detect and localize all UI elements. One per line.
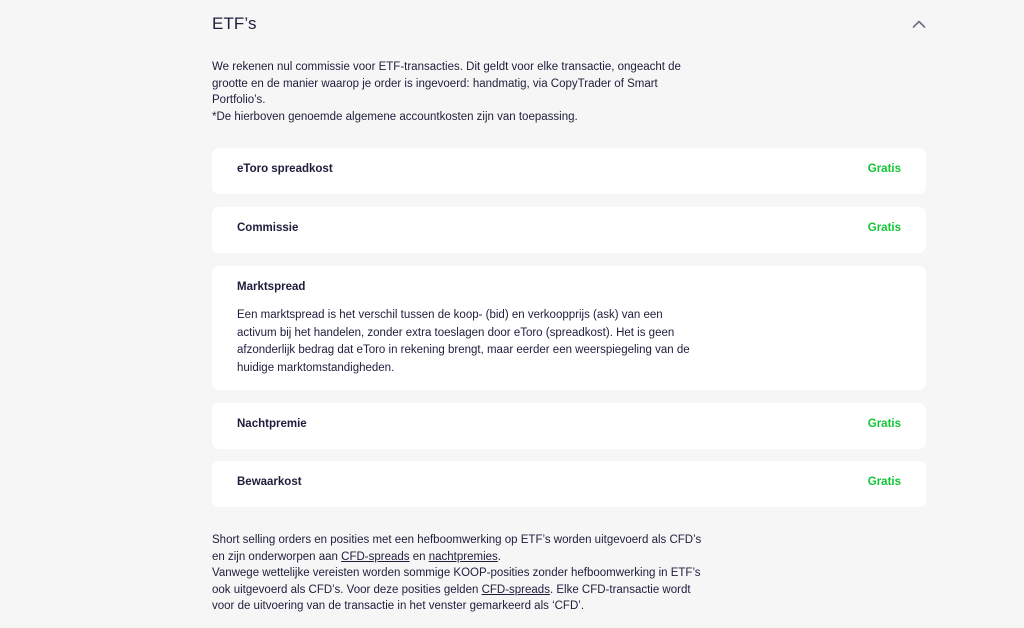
fee-description: Een marktspread is het verschil tussen de koop- (bid) en verkoopprijs (ask) van een activum bij het handelen, zonder extra toeslagen door eToro (spreadkost). Het is geen afzonderlijk bedrag dat eToro in rekening brengt, maar eerder een weerspiegeling van de huidige marktomstandigheden.: [237, 309, 690, 374]
section-intro: [212, 59, 702, 125]
intro-text: We rekenen nul commissie voor ETF-transacties. Dit geldt voor elke transactie, ongeacht de grootte en de manier waarop je order is ingevoerd: handmatig, via CopyTrader of Smart Portfolio’s.: [212, 61, 681, 106]
fee-value: Gratis: [867, 163, 901, 175]
fee-label: Nachtpremie: [237, 418, 307, 430]
section-header[interactable]: [212, 14, 926, 36]
intro-footnote: *De hierboven genoemde algemene accountkosten zijn van toepassing.: [212, 110, 578, 123]
fee-label: Bewaarkost: [237, 476, 302, 488]
fee-value: Gratis: [867, 476, 901, 488]
cfd-spreads-link[interactable]: CFD-spreads: [341, 550, 410, 563]
footer-paragraph-regulatory: Vanwege wettelijke vereisten worden sommige KOOP-posities zonder hefboomwerking in ETF’s ook uitgevoerd als CFD’s. Voor deze posities gelden CFD-spreads. Elke CFD-transactie wordt voor de uitvoering van de transactie in het venster gemarkeerd als ‘CFD’.: [212, 567, 701, 613]
fee-card-commissie: [212, 207, 926, 253]
fee-card-etoro-spreadkost: [212, 148, 926, 194]
section-title: ETF’s: [212, 14, 257, 33]
cfd-spreads-link-2[interactable]: CFD-spreads: [481, 583, 550, 596]
fee-card-bewaarkost: [212, 461, 926, 507]
nachtpremies-link[interactable]: nachtpremies: [428, 550, 498, 563]
chevron-up-icon[interactable]: [912, 17, 926, 31]
fee-card-marktspread: [212, 266, 926, 390]
fee-label: Marktspread: [237, 281, 306, 293]
footer-paragraph-cfd: Short selling orders en posities met een hefboomwerking op ETF’s worden uitgevoerd als CFD’s en zijn onderworpen aan CFD-spreads en nachtpremies.: [212, 534, 702, 563]
footer-notes: [212, 532, 702, 615]
fee-value: Gratis: [867, 222, 901, 234]
fee-label: Commissie: [237, 222, 299, 234]
fee-card-nachtpremie: [212, 403, 926, 449]
fee-value: Gratis: [867, 418, 901, 430]
fee-label: eToro spreadkost: [237, 163, 333, 175]
